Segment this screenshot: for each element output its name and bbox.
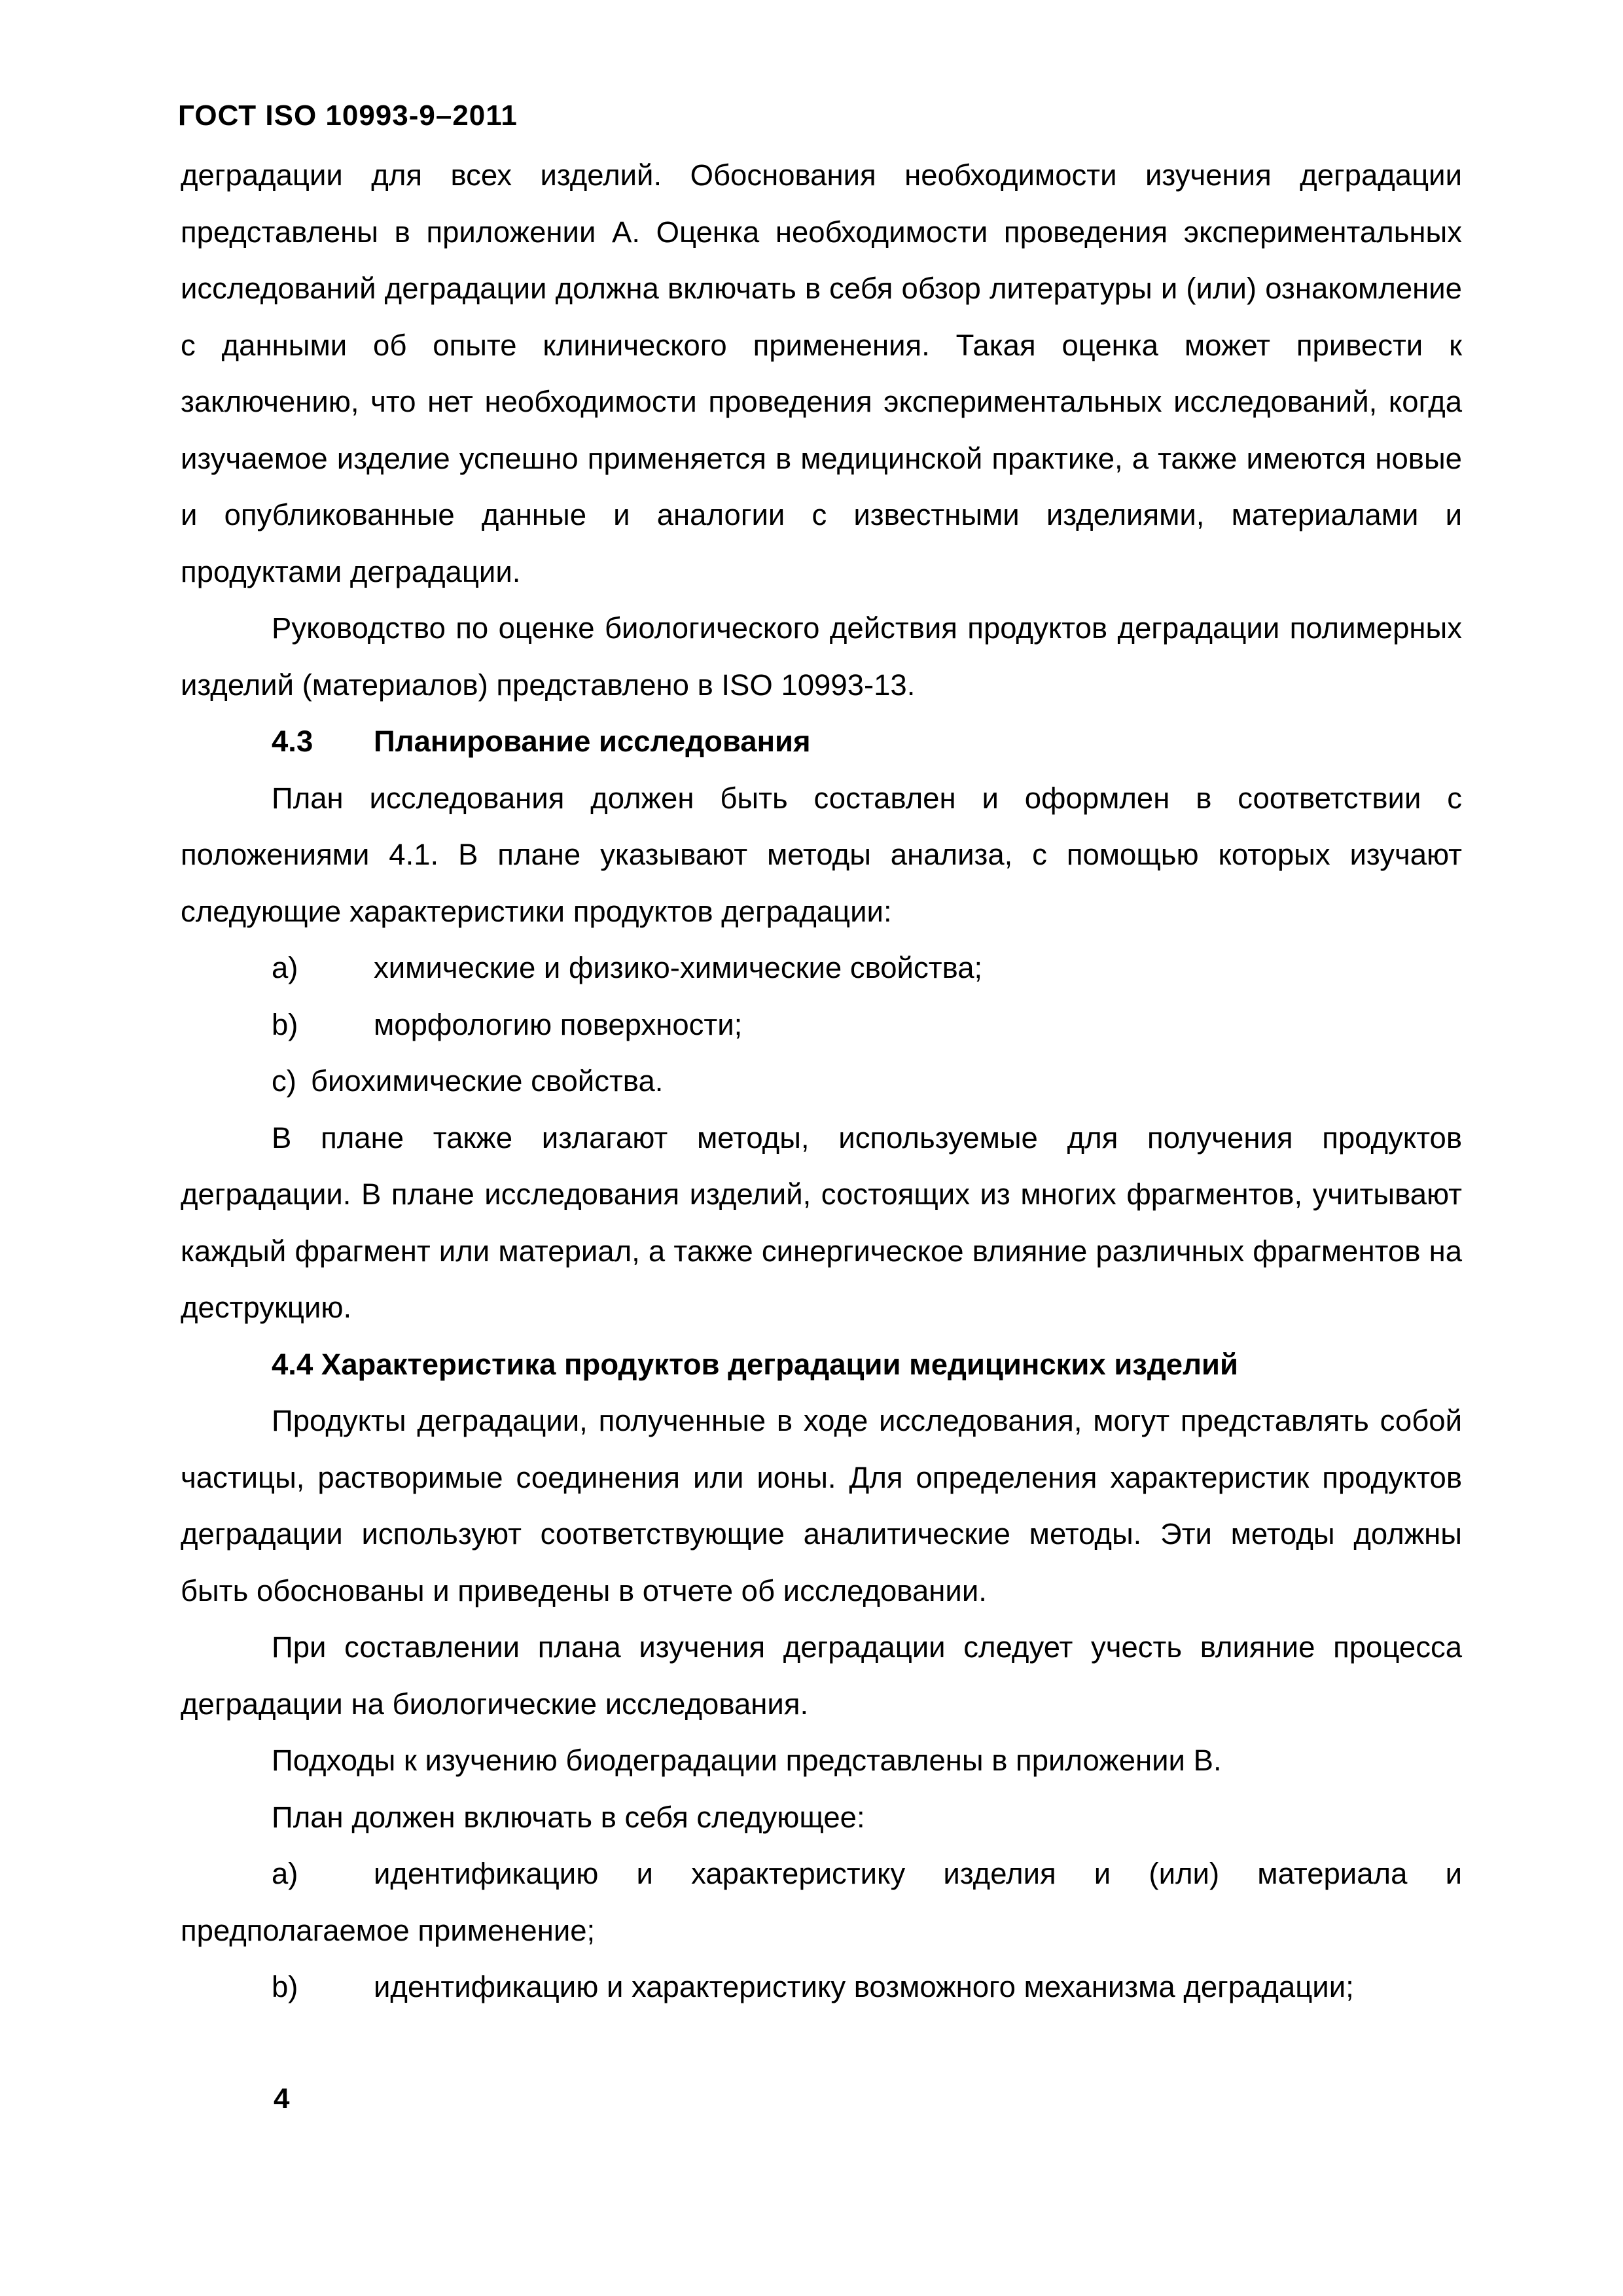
list-item-text: идентификацию и характеристику возможного механизма деградации; [374,1970,1354,2003]
paragraph-biodegradation-approaches: Подходы к изучению биодеградации представлены в приложении В. [272,1744,1222,1777]
list-item-text: химические и физико-химические свойства; [374,951,983,984]
list-item [181,1846,1462,1959]
paragraph-degradation-justification: деградации для всех изделий. Обоснования необходимости изучения деградации представлены в приложении А. Оценка необходимости проведения экспериментальных исследований деградации должна включать в себя обзор литературы и (или) ознакомление с данными об опыте клинического применения. Такая оценка может привести к заключению, что нет необходимости проведения экспериментальных исследований, когда изучаемое изделие успешно применяется в медицинской практике, а также имеются новые и опубликованные данные и аналогии с известными изделиями, материалами и продуктами деградации. [181,158,1462,588]
list-item-text: идентификацию и характеристику изделия и (или) материала и предполагаемое применение; [181,1857,1462,1947]
list-marker: c) [272,1064,296,1098]
list-marker: a) [272,951,298,984]
section-heading-4-4: 4.4 Характеристика продуктов деградации медицинских изделий [272,1347,1238,1381]
list-item [181,1053,1462,1110]
paragraph-polymer-guidance: Руководство по оценке биологического действия продуктов деградации полимерных изделий (материалов) представлено в ISO 10993-13. [181,611,1462,702]
list-item-text: биохимические свойства. [310,1064,664,1098]
list-marker: a) [272,1857,298,1890]
list-item-text: морфологию поверхности; [374,1007,743,1041]
paragraph-biological-influence: При составлении плана изучения деградации следует учесть влияние процесса деградации на биологические исследования. [181,1630,1462,1721]
list-item [181,997,1462,1054]
page-number: 4 [274,2083,290,2115]
section-heading-4-3 [181,713,1462,770]
list-item [181,940,1462,997]
document-header: ГОСТ ISO 10993-9–2011 [178,99,518,132]
paragraph-degradation-products: Продукты деградации, полученные в ходе исследования, могут представлять собой частицы, растворимые соединения или ионы. Для определения характеристик продуктов деградации используют соответствующие аналитические методы. Эти методы должны быть обоснованы и приведены в отчете об исследовании. [181,1404,1462,1607]
list-marker: b) [272,1970,298,2003]
paragraph-study-plan: План исследования должен быть составлен и оформлен в соответствии с положениями 4.1. В плане указывают методы анализа, с помощью которых изучают следующие характеристики продуктов деградации: [181,781,1462,928]
section-number: 4.3 [272,725,313,758]
paragraph-plan-includes: План должен включать в себя следующее: [272,1800,865,1834]
paragraph-methods: В плане также излагают методы, используемые для получения продуктов деградации. В плане исследования изделий, состоящих из многих фрагментов, учитывают каждый фрагмент или материал, а также синергическое влияние различных фрагментов на деструкцию. [181,1121,1462,1324]
list-item [181,1959,1462,2016]
section-title: Планирование исследования [374,725,811,758]
document-body [181,147,1462,2016]
list-marker: b) [272,1007,298,1041]
